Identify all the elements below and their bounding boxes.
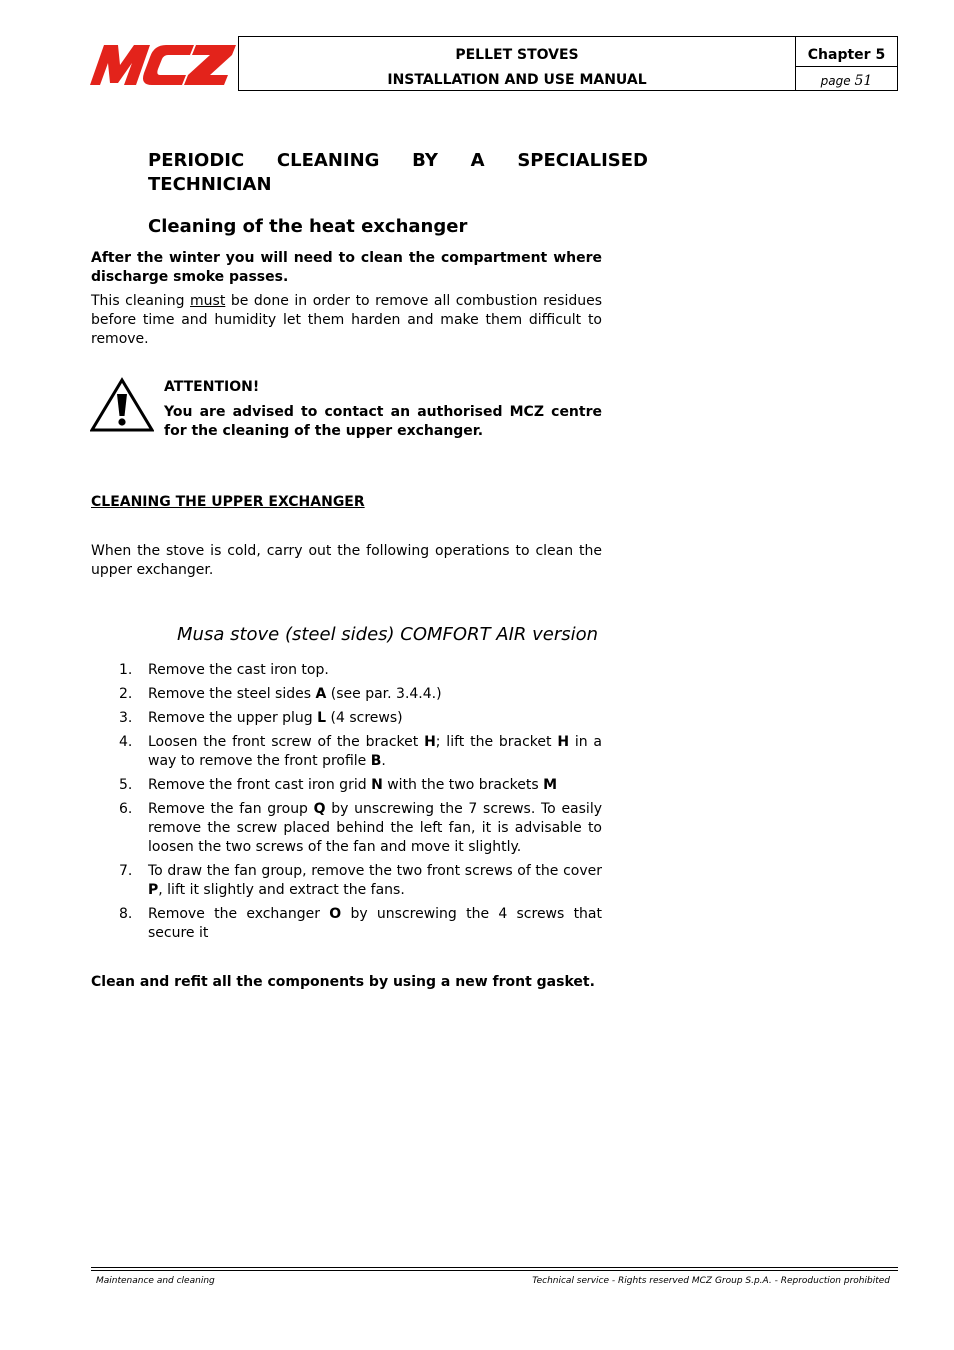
step-text: by unscrewing the 7 screws. To easily remove the screw placed behind the left fan, it is advisable to loosen the two screws of the fan and move it slightly.: [148, 801, 602, 855]
final-instruction: Clean and refit all the components by using a new front gasket.: [91, 974, 595, 990]
component-letter: H: [424, 734, 436, 750]
component-letter: A: [315, 686, 327, 702]
subsection-title: Cleaning of the heat exchanger: [148, 216, 468, 237]
step-text: Remove the fan group: [148, 801, 314, 817]
step-text: ; lift the bracket: [435, 734, 558, 750]
component-letter: P: [148, 882, 159, 898]
steps-list: [91, 661, 602, 948]
section-title-line2: TECHNICIAN: [148, 174, 272, 195]
footer-rule: [91, 1267, 898, 1268]
footer-section: Maintenance and cleaning: [96, 1276, 215, 1286]
footer-rule: [91, 1270, 898, 1271]
title-word: SPECIALISED: [517, 150, 648, 171]
winter-paragraph: After the winter you will need to clean the compartment where discharge smoke passes.: [91, 250, 602, 285]
step-item: [91, 661, 602, 680]
step-text: Remove the upper plug: [148, 710, 318, 726]
footer-rights: Technical service - Rights reserved MCZ Group S.p.A. - Reproduction prohibited: [532, 1276, 890, 1286]
para-underlined: must: [190, 293, 226, 309]
para-text: be done in order to remove all combustion residues before time and humidity let them harden and make them difficult to remove.: [91, 293, 603, 347]
step-number: 7.: [119, 863, 133, 879]
musa-version-title: Musa stove (steel sides) COMFORT AIR version: [177, 624, 599, 645]
step-text: Loosen the front screw of the bracket: [148, 734, 425, 750]
header-product: PELLET STOVES: [455, 47, 579, 63]
step-text: (see par. 3.4.4.): [326, 686, 442, 702]
para-text: This cleaning: [91, 293, 191, 309]
upper-exchanger-heading: CLEANING THE UPPER EXCHANGER: [91, 494, 365, 510]
component-letter: M: [543, 777, 558, 793]
step-item: [91, 905, 602, 943]
step-text: Remove the exchanger: [148, 906, 330, 922]
component-letter: N: [371, 777, 383, 793]
title-word: BY: [412, 150, 438, 171]
attention-title: ATTENTION!: [164, 379, 260, 395]
step-number: 5.: [119, 777, 133, 793]
step-number: 1.: [119, 662, 133, 678]
header-page: [795, 73, 898, 89]
logo-text: MCZ: [90, 43, 93, 44]
step-number: 6.: [119, 801, 133, 817]
step-number: 2.: [119, 686, 133, 702]
step-item: [91, 685, 602, 704]
step-item: [91, 733, 602, 771]
step-item: [91, 776, 602, 795]
step-text: Remove the front cast iron grid: [148, 777, 372, 793]
step-text: Remove the steel sides: [148, 686, 316, 702]
title-word: CLEANING: [276, 150, 380, 171]
step-text: , lift it slightly and extract the fans.: [158, 882, 405, 898]
component-letter: O: [329, 906, 342, 922]
page-label: page: [820, 74, 851, 88]
step-text: (4 screws): [326, 710, 403, 726]
title-word: PERIODIC: [148, 150, 245, 171]
component-letter: Q: [313, 801, 326, 817]
header-manual-title: INSTALLATION AND USE MANUAL: [387, 72, 647, 88]
step-item: [91, 709, 602, 728]
step-text: by unscrewing the 4 screws that secure it: [148, 906, 603, 941]
step-text: in a way to remove the front profile: [148, 734, 603, 769]
attention-body: You are advised to contact an authorised MCZ centre for the cleaning of the upper exchanger.: [164, 404, 602, 439]
page-number: 51: [854, 73, 873, 89]
component-letter: B: [370, 753, 382, 769]
step-text: Remove the cast iron top.: [148, 662, 329, 678]
component-letter: H: [557, 734, 570, 750]
step-number: 4.: [119, 734, 133, 750]
step-text: with the two brackets: [382, 777, 544, 793]
step-item: [91, 862, 602, 900]
component-letter: L: [317, 710, 327, 726]
warning-triangle-icon: [90, 377, 154, 433]
header-chapter: Chapter 5: [807, 47, 886, 63]
title-word: A: [470, 150, 485, 171]
cleaning-paragraph: [91, 292, 602, 349]
step-number: 8.: [119, 906, 133, 922]
step-number: 3.: [119, 710, 133, 726]
mcz-logo: [90, 43, 236, 87]
section-title-line1: [148, 150, 648, 171]
header-divider: [795, 66, 898, 67]
step-text: .: [381, 753, 386, 769]
step-text: To draw the fan group, remove the two front screws of the cover: [148, 863, 602, 879]
upper-exchanger-intro: When the stove is cold, carry out the following operations to clean the upper exchanger.: [91, 543, 602, 578]
step-item: [91, 800, 602, 857]
